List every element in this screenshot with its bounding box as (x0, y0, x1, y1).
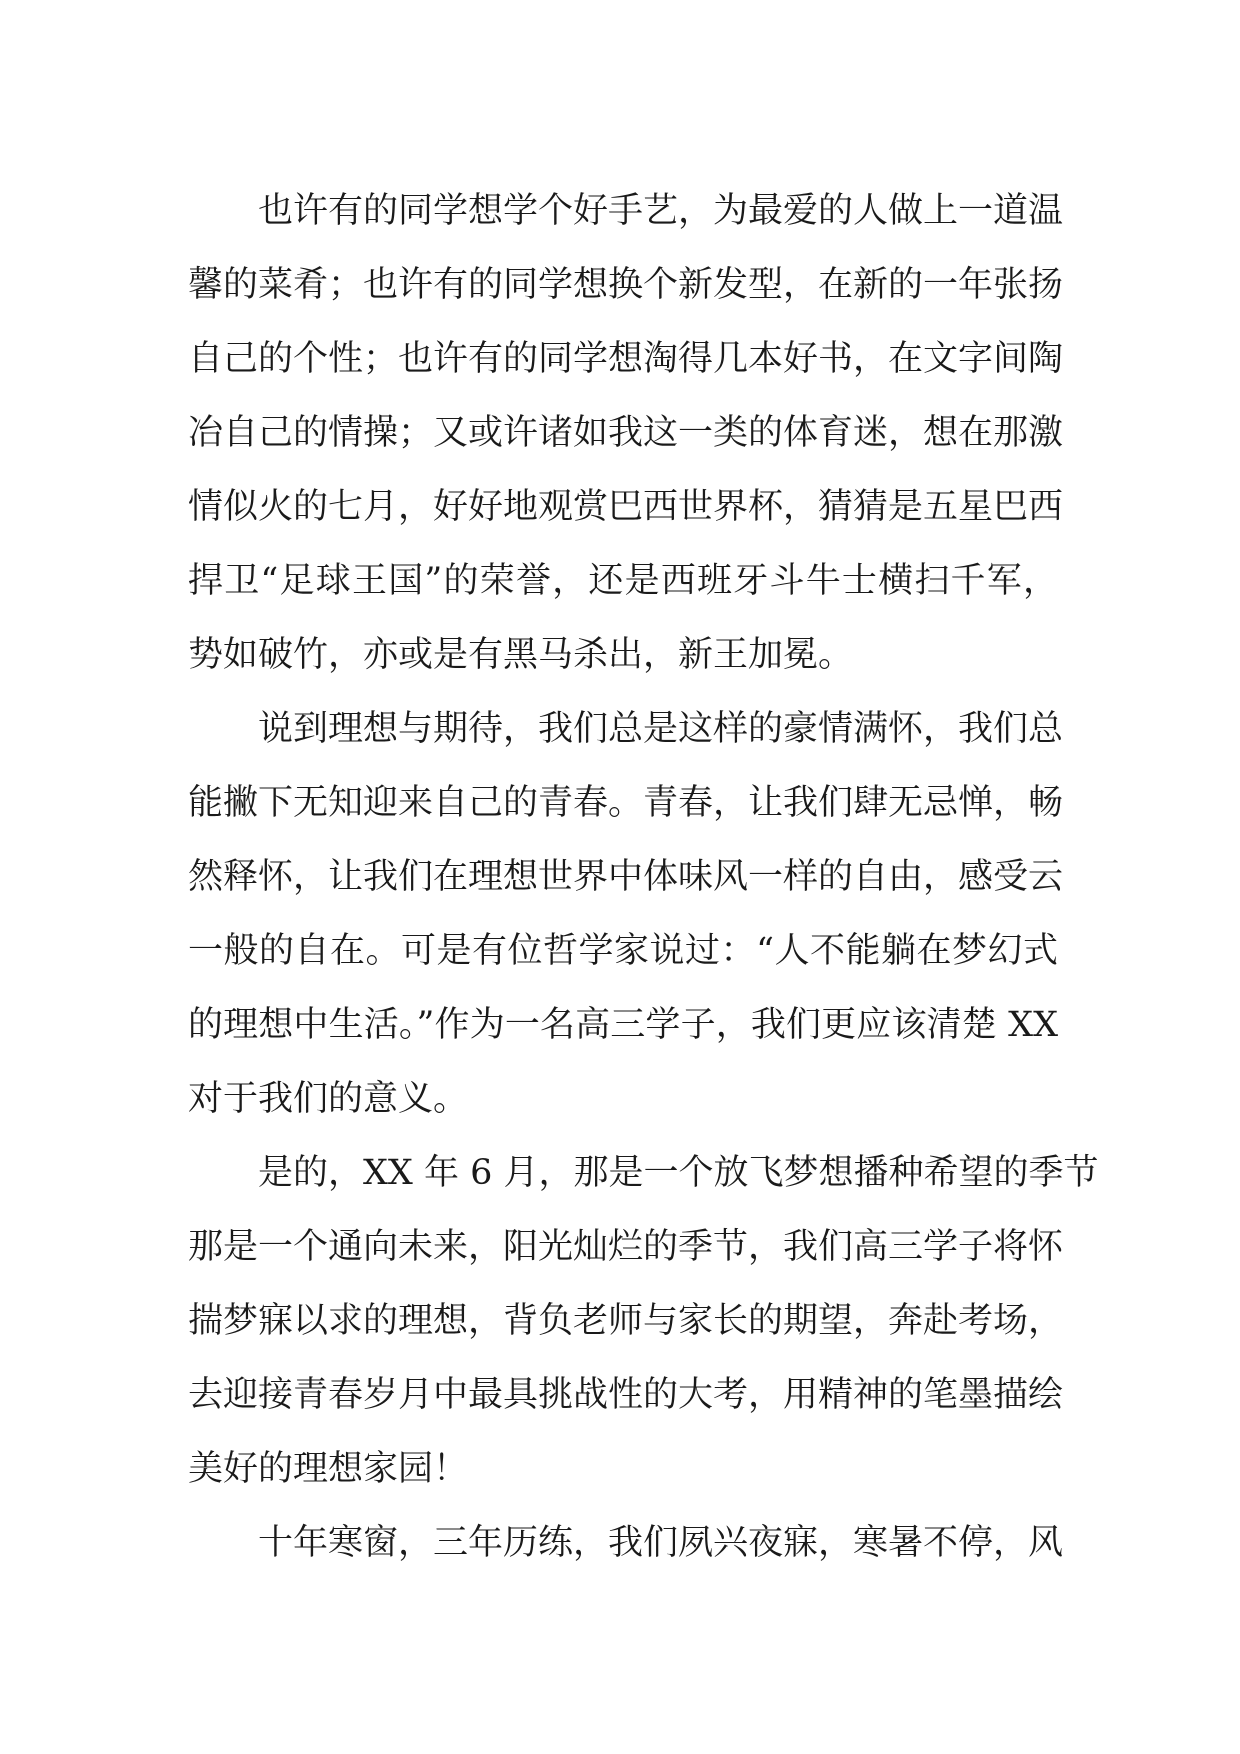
paragraph-3 (188, 1136, 1099, 1506)
paragraph-line: 能撇下无知迎来自己的青春。青春，让我们肆无忌惮，畅 (188, 783, 1064, 823)
paragraph-line: 十年寒窗，三年历练，我们夙兴夜寐，寒暑不停，风 (258, 1523, 1064, 1563)
paragraph-line: 那是一个通向未来，阳光灿烂的季节，我们高三学子将怀 (188, 1227, 1064, 1267)
paragraph-line: 美好的理想家园！ (188, 1449, 469, 1489)
paragraph-line: 然释怀，让我们在理想世界中体味风一样的自由，感受云 (188, 857, 1064, 897)
paragraph-4 (188, 1506, 1064, 1580)
paragraph-line: 一般的自在。可是有位哲学家说过：“人不能躺在梦幻式 (188, 931, 1058, 971)
paragraph-line: 也许有的同学想学个好手艺，为最爱的人做上一道温 (258, 191, 1064, 231)
paragraph-line: 势如破竹，亦或是有黑马杀出，新王加冕。 (188, 635, 854, 675)
paragraph-line: 捍卫“足球王国”的荣誉，还是西班牙斗牛士横扫千军， (188, 561, 1058, 601)
document-body (188, 174, 1099, 1580)
paragraph-2 (188, 692, 1064, 1136)
paragraph-line: 馨的菜肴；也许有的同学想换个新发型，在新的一年张扬 (188, 265, 1064, 305)
paragraph-line: 对于我们的意义。 (188, 1079, 469, 1119)
paragraph-line: 冶自己的情操；又或许诸如我这一类的体育迷，想在那激 (188, 413, 1064, 453)
paragraph-line: 情似火的七月，好好地观赏巴西世界杯，猜猜是五星巴西 (188, 487, 1064, 527)
paragraph-line: 的理想中生活。”作为一名高三学子，我们更应该清楚 XX (188, 1005, 1058, 1045)
paragraph-line: 说到理想与期待，我们总是这样的豪情满怀，我们总 (258, 709, 1064, 749)
paragraph-1 (188, 174, 1064, 692)
paragraph-line: 自己的个性；也许有的同学想淘得几本好书，在文字间陶 (188, 339, 1064, 379)
paragraph-line: 去迎接青春岁月中最具挑战性的大考，用精神的笔墨描绘 (188, 1375, 1064, 1415)
paragraph-line: 是的，XX 年 6 月，那是一个放飞梦想播种希望的季节 (258, 1153, 1099, 1193)
paragraph-line: 揣梦寐以求的理想，背负老师与家长的期望，奔赴考场， (188, 1301, 1064, 1341)
